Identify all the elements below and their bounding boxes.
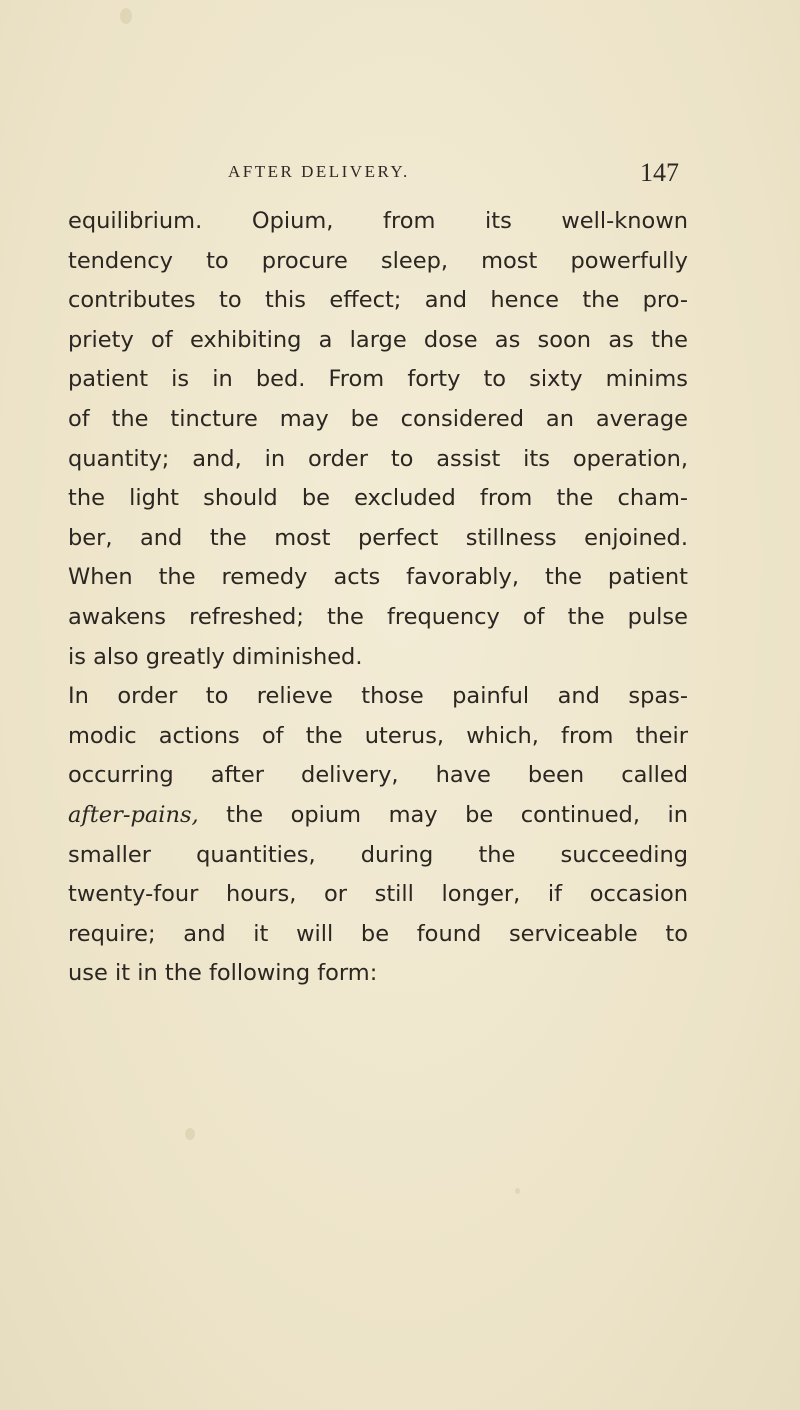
text-line: tendency to procure sleep, most powerfully bbox=[68, 247, 688, 274]
text-line bbox=[68, 796, 688, 836]
text-line: require; and it will be found serviceable to bbox=[68, 920, 688, 947]
text-line: is also greatly diminished. bbox=[68, 643, 363, 670]
text-line: twenty-four hours, or still longer, if occasion bbox=[68, 881, 688, 908]
text-line-content: In order to relieve those painful and spas- bbox=[68, 683, 688, 710]
text-line: modic actions of the uterus, which, from their bbox=[68, 722, 688, 749]
text-line: the light should be excluded from the cham- bbox=[68, 485, 688, 512]
text-line-content: the opium may be continued, in bbox=[198, 801, 688, 828]
text-line: quantity; and, in order to assist its operation, bbox=[68, 445, 688, 472]
text-line: ber, and the most perfect stillness enjoined. bbox=[68, 524, 688, 551]
text-line: priety of exhibiting a large dose as soon as the bbox=[68, 326, 688, 353]
text-line: use it in the following form: bbox=[68, 960, 378, 987]
page-header bbox=[0, 158, 800, 198]
text-line: equilibrium. Opium, from its well-known bbox=[68, 208, 688, 234]
paper-spot bbox=[515, 1188, 520, 1194]
text-line bbox=[68, 677, 688, 717]
page-number: 147 bbox=[640, 158, 679, 187]
italic-term: after-pains, bbox=[68, 801, 199, 828]
text-line: occurring after delivery, have been called bbox=[68, 762, 688, 789]
text-line: When the remedy acts favorably, the patient bbox=[68, 564, 688, 591]
paragraph-2 bbox=[68, 677, 688, 994]
text-line: contributes to this effect; and hence the pro- bbox=[68, 287, 688, 314]
running-title: AFTER DELIVERY. bbox=[228, 162, 410, 181]
paper-spot bbox=[185, 1128, 195, 1140]
body-text bbox=[68, 202, 688, 994]
text-line: smaller quantities, during the succeeding bbox=[68, 841, 688, 868]
text-line: of the tincture may be considered an average bbox=[68, 405, 688, 432]
text-line: patient is in bed. From forty to sixty minims bbox=[68, 366, 688, 393]
text-line: awakens refreshed; the frequency of the pulse bbox=[68, 603, 688, 630]
paragraph-1 bbox=[68, 202, 688, 677]
paper-spot bbox=[120, 8, 132, 24]
